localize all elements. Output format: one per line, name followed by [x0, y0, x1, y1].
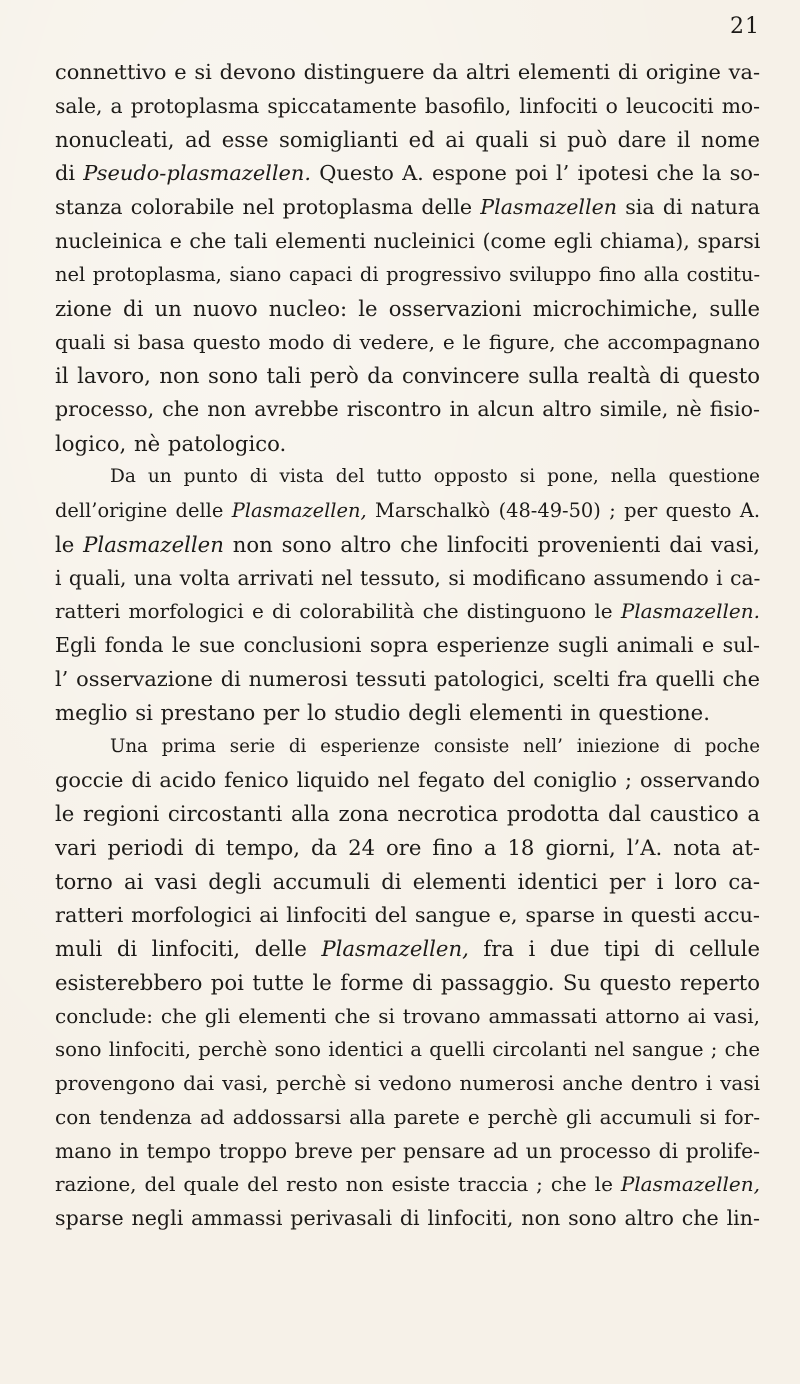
- text-line: i quali, una volta arrivati nel tessuto, si modificano assumendo i ca-: [55, 565, 760, 590]
- italic-term: Plasmazellen,: [231, 499, 367, 523]
- italic-term: Plasmazellen,: [620, 1172, 760, 1197]
- text-line: l’ osservazione di numerosi tessuti patologici, scelti fra quelli che: [55, 666, 760, 691]
- text-line: con tendenza ad addossarsi alla parete e perchè gli accumuli si for-: [55, 1104, 760, 1129]
- italic-term: Plasmazellen,: [321, 936, 469, 962]
- text-line: le regioni circostanti alla zona necrotica prodotta dal caustico a: [55, 801, 760, 827]
- text-line: [55, 494, 760, 528]
- text-run: di: [55, 161, 84, 186]
- text-run: dell’origine delle: [55, 499, 232, 523]
- text-run: stanza colorabile nel protoplasma delle: [55, 194, 481, 219]
- text-line: [55, 1168, 760, 1202]
- text-run: ratteri morfologici e di colorabilità che distinguono le: [55, 599, 621, 624]
- text-line: conclude: che gli elementi che si trovano ammassati attorno ai vasi,: [55, 1003, 760, 1028]
- text-line: quali si basa questo modo di vedere, e le figure, che accompagnano: [55, 329, 760, 354]
- text-line: Egli fonda le sue conclusioni sopra esperienze sugli animali e sul-: [55, 632, 760, 657]
- text-run: sia di natura: [617, 194, 760, 219]
- text-run: le: [55, 531, 84, 557]
- italic-term: Plasmazellen: [83, 531, 224, 557]
- text-line: provengono dai vasi, perchè si vedono numerosi anche dentro i vasi: [55, 1071, 760, 1096]
- text-line: vari periodi di tempo, da 24 ore fino a 18 giorni, l’A. nota at-: [55, 835, 760, 861]
- text-line: sparse negli ammassi perivasali di linfociti, non sono altro che lin-: [55, 1205, 760, 1230]
- italic-term: Plasmazellen.: [620, 599, 760, 624]
- text-run: Marschalkò (48-49-50) ; per questo A.: [366, 499, 760, 523]
- text-line: il lavoro, non sono tali però da convincere sulla realtà di questo: [55, 363, 760, 389]
- text-run: Questo A. espone poi l’ ipotesi che la so-: [311, 161, 760, 186]
- italic-term: Plasmazellen: [480, 194, 618, 219]
- italic-term: Pseudo-plasmazellen.: [83, 161, 312, 186]
- text-line: zione di un nuovo nucleo: le osservazioni microchimiche, sulle: [55, 295, 760, 321]
- text-line: connettivo e si devono distinguere da altri elementi di origine va-: [55, 60, 760, 84]
- text-line: esisterebbero poi tutte le forme di passaggio. Su questo reperto: [55, 969, 760, 995]
- text-line: processo, che non avrebbe riscontro in alcun altro simile, nè fisio-: [55, 397, 760, 422]
- body-text: [55, 56, 760, 1236]
- text-line: [55, 932, 760, 966]
- text-line: sale, a protoplasma spiccatamente basofilo, linfociti o leucociti mo-: [55, 93, 760, 118]
- text-line: mano in tempo troppo breve per pensare ad un processo di prolife-: [55, 1138, 760, 1163]
- text-line: nonucleati, ad esse somiglianti ed ai quali si può dare il nome: [55, 127, 760, 153]
- text-line: nel protoplasma, siano capaci di progressivo sviluppo fino alla costitu-: [55, 263, 760, 287]
- page-number: 21: [730, 14, 760, 39]
- text-line: [55, 528, 760, 562]
- text-line: sono linfociti, perchè sono identici a quelli circolanti nel sangue ; che: [55, 1038, 760, 1062]
- text-run: muli di linfociti, delle: [55, 936, 322, 962]
- text-line: torno ai vasi degli accumuli di elementi identici per i loro ca-: [55, 868, 760, 894]
- text-run: razione, del quale del resto non esiste traccia ; che le: [55, 1172, 621, 1197]
- text-line: nucleinica e che tali elementi nucleinici (come egli chiama), sparsi: [55, 228, 760, 253]
- text-line: [55, 157, 760, 191]
- text-line: logico, nè patologico.: [55, 430, 287, 456]
- text-line: Da un punto di vista del tutto opposto si pone, nella questione: [110, 466, 760, 488]
- text-line: meglio si prestano per lo studio degli elementi in questione.: [55, 700, 710, 726]
- text-run: non sono altro che linfociti provenienti dai vasi,: [223, 531, 760, 557]
- text-line: [55, 595, 760, 629]
- text-line: [55, 191, 760, 225]
- text-line: goccie di acido fenico liquido nel fegato del coniglio ; osservando: [55, 767, 760, 792]
- text-line: Una prima serie di esperienze consiste nell’ iniezione di poche: [110, 736, 760, 758]
- text-run: fra i due tipi di cellule: [468, 936, 760, 962]
- text-line: ratteri morfologici ai linfociti del sangue e, sparse in questi accu-: [55, 902, 760, 927]
